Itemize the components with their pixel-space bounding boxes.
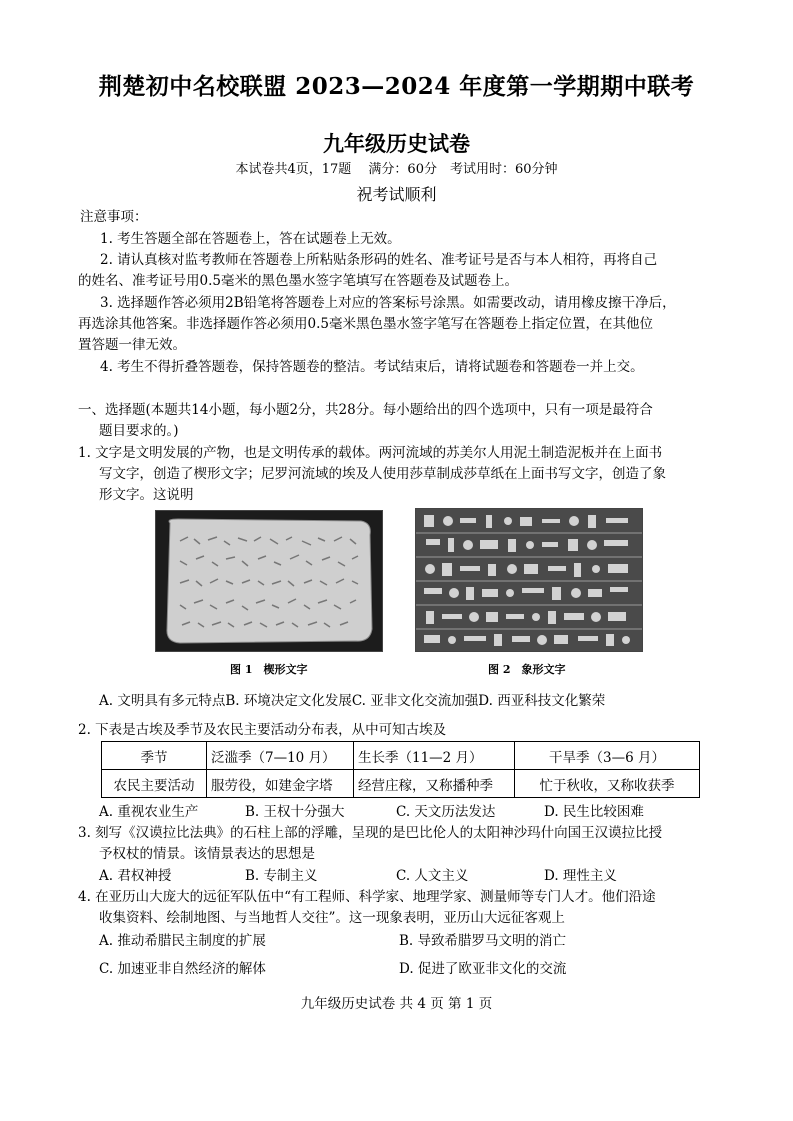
table-cell: 季节 [102, 742, 207, 770]
table-cell: 忙于秋收，又称收获季 [515, 770, 700, 798]
notice-line: 4. 考生不得折叠答题卷，保持答题卷的整洁。考试结束后，请将试题卷和答题卷一并上交。 [100, 359, 644, 375]
table-header-row [102, 742, 700, 770]
q4-stem: 4. 在亚历山大庞大的远征军队伍中“有工程师、科学家、地理学家、测量师等专门人才。他们沿途 [78, 889, 656, 905]
q1-stem: 形文字。这说明 [99, 487, 194, 503]
table-cell: 干旱季（3—6 月） [515, 742, 700, 770]
q4-option-c: C. 加速亚非自然经济的解体 [99, 961, 266, 977]
notice-heading: 注意事项： [80, 209, 148, 225]
q3-option-c: C. 人文主义 [396, 868, 469, 884]
q2-stem: 2. 下表是古埃及季节及农民主要活动分布表，从中可知古埃及 [78, 722, 447, 738]
table-cell: 生长季（11—2 月） [354, 742, 515, 770]
section-heading-cont: 题目要求的。) [99, 423, 179, 439]
notice-line: 再选涂其他答案。非选择题作答必须用0.5毫米黑色墨水签字笔写在答题卷上指定位置，在其他位 [78, 316, 653, 332]
notice-line: 置答题一律无效。 [78, 337, 186, 353]
notice-line: 2. 请认真核对监考教师在答题卷上所粘贴条形码的姓名、准考证号是否与本人相符，再将自己 [100, 252, 658, 268]
q2-option-c: C. 天文历法发达 [396, 804, 496, 820]
exam-wish: 祝考试顺利 [356, 185, 437, 204]
fig1-caption: 图 1 楔形文字 [230, 663, 308, 676]
q2-option-b: B. 王权十分强大 [245, 804, 345, 820]
q3-option-d: D. 理性主义 [544, 868, 617, 884]
fig2-caption: 图 2 象形文字 [488, 663, 566, 676]
q1-stem: 1. 文字是文明发展的产物，也是文明传承的载体。两河流域的苏美尔人用泥土制造泥板并在上面书 [78, 445, 663, 461]
q3-option-a: A. 君权神授 [99, 868, 172, 884]
q4-option-a: A. 推动希腊民主制度的扩展 [99, 933, 266, 949]
notice-line: 的姓名、准考证号用0.5毫米的黑色墨水签字笔填写在答题卷及试题卷上。 [78, 273, 518, 289]
table-cell: 泛滥季（7—10 月） [207, 742, 354, 770]
table-cell: 农民主要活动 [102, 770, 207, 798]
q4-option-d: D. 促进了欧亚非文化的交流 [399, 961, 567, 977]
q3-option-b: B. 专制主义 [245, 868, 318, 884]
exam-meta: 本试卷共4页，17题 满分：60分 考试用时：60分钟 [235, 162, 558, 177]
table-cell: 服劳役，如建金字塔 [207, 770, 354, 798]
q3-stem: 3. 刻写《汉谟拉比法典》的石柱上部的浮雕，呈现的是巴比伦人的太阳神沙玛什向国王汉谟拉比授 [78, 825, 663, 841]
table-row [102, 770, 700, 798]
q1-options: A. 文明具有多元特点B. 环境决定文化发展C. 亚非文化交流加强D. 西亚科技文化繁荣 [99, 693, 606, 709]
q4-option-b: B. 导致希腊罗马文明的消亡 [399, 933, 567, 949]
q2-option-d: D. 民生比较困难 [544, 804, 644, 820]
section-heading: 一、选择题(本题共14小题，每小题2分，共28分。每小题给出的四个选项中，只有一项是最符合 [78, 402, 653, 418]
notice-line: 3. 选择题作答必须用2B铅笔将答题卷上对应的答案标号涂黑。如需要改动，请用橡皮擦干净后， [100, 295, 676, 311]
table-cell: 经营庄稼，又称播种季 [354, 770, 515, 798]
q2-option-a: A. 重视农业生产 [99, 804, 199, 820]
cuneiform-tablet-image [155, 510, 383, 652]
q1-stem: 写文字，创造了楔形文字；尼罗河流域的埃及人使用莎草制成莎草纸在上面书写文字，创造了象 [99, 466, 666, 482]
season-activity-table [101, 741, 700, 798]
notice-line: 1. 考生答题全部在答题卷上，答在试题卷上无效。 [100, 231, 401, 247]
hieroglyph-relief-image [415, 508, 643, 652]
exam-title: 荆楚初中名校联盟 2023—2024 年度第一学期期中联考 [98, 73, 695, 100]
q3-stem: 予权杖的情景。该情景表达的思想是 [99, 846, 315, 862]
page-footer: 九年级历史试卷 共 4 页 第 1 页 [300, 996, 493, 1012]
exam-subtitle: 九年级历史试卷 [323, 131, 470, 156]
q4-stem: 收集资料、绘制地图、与当地哲人交往”。这一现象表明，亚历山大远征客观上 [99, 910, 565, 926]
